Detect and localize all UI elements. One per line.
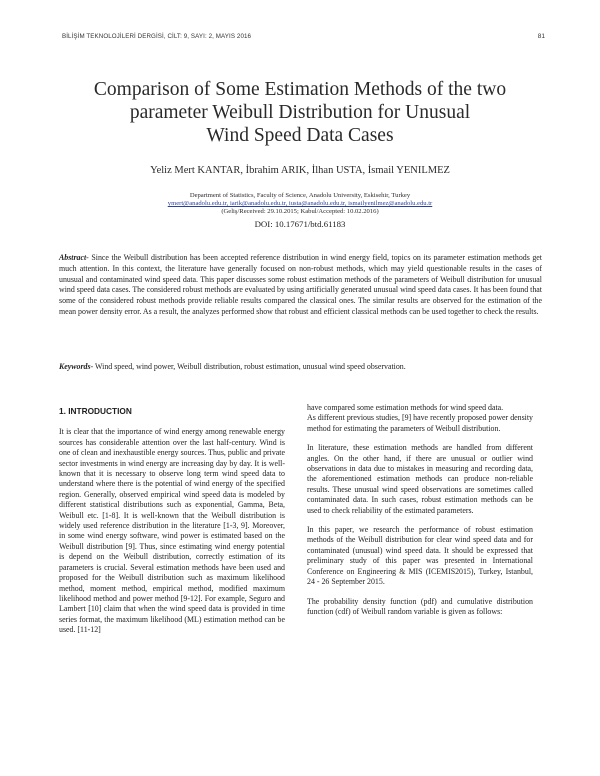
abstract-text: Since the Weibull distribution has been accepted reference distribution in wind energy field, topics on its parameter estimation methods get much attention. In this context, the literature have generally focused on non-robust methods, which may yield questionable results in the cases of unusual and contaminated wind speed data. This paper discusses some robust estimation methods of the parameters of Weibull distribution for unusual wind speed data cases. The considered robust methods are evaluated by using artificially generated unusual wind speed data cases. It has been found that some of the considered robust methods provide reliable results compared the classical ones. The similar results are observed for the estimation of the mean power density error. As a result, the analyzes performed show that robust and efficient classical methods can be used together to check the results.: [59, 253, 542, 316]
right-column: [307, 403, 533, 626]
intro-paragraph-4: In literature, these estimation methods are handled from different angles. On the other hand, if there are unusual or outlier wind observations in data due to mistakes in measuring and recording data, the aforementioned estimation methods can produce non-reliable results. These unusual wind speed observations are sometimes called contaminated data. In such cases, robust estimation methods can be used to check reliability of the estimated parameters.: [307, 443, 533, 515]
keywords-label: Keywords-: [59, 362, 94, 371]
intro-paragraph-3: As different previous studies, [9] have recently proposed power density method for estimating the parameters of Weibull distribution.: [307, 413, 533, 433]
keywords-text: Wind speed, wind power, Weibull distribution, robust estimation, unusual wind speed observation.: [93, 362, 406, 371]
title-line-1: Comparison of Some Estimation Methods of the two: [93, 79, 507, 100]
department-line: Department of Statistics, Faculty of Science, Anadolu University, Eskisehir, Turkey: [189, 192, 411, 199]
section-heading-introduction: 1. INTRODUCTION: [59, 406, 132, 416]
author-list: Yeliz Mert KANTAR, İbrahim ARIK, İlhan USTA, İsmail YENILMEZ: [150, 165, 450, 176]
abstract-label: Abstract-: [59, 253, 89, 262]
left-column: [59, 403, 285, 636]
page-number: 81: [537, 33, 545, 40]
keywords: [59, 362, 542, 373]
intro-paragraph-1: It is clear that the importance of wind energy among renewable energy sources has considerable attention over the last half-century. Wind is one of clean and inexhaustible energy sources. Thus, public and private sector investments in wind energy are increasing day by day. It is well-known that it is necessary to observe long term wind speed data to understand where there is the potential of wind energy of the specified region. Generally, observed empirical wind speed data is modeled by different statistical distributions such as exponential, Gamma, Beta, Weibull etc. [1-8]. It is well-known that the Weibull distribution is widely used reference distribution in the literature [1-3, 9]. Moreover, in some wind energy software, wind power is estimated based on the Weibull distribution [9]. Thus, since estimating wind energy potential is depend on the Weibull distribution, correctly estimation of its parameters is crucial. Several estimation methods have been used and proposed for the Weibull distribution such as maximum likelihood method, moment method, empirical method, modified maximum likelihood method and power method [9-12]. For example, Seguro and Lambert [10] claim that when the wind speed data is provided in time series format, the maximum likelihood (ML) estimation method can be used. [11-12]: [59, 427, 285, 635]
intro-paragraph-5: In this paper, we research the performance of robust estimation methods of the Weibull distribution for clear wind speed data and for contaminated (unusual) wind speed data. It should be expressed that preliminary study of this paper was presented in International Conference on Engineering & MIS (ICEMIS2015), Turkey, Istanbul, 24 - 26 September 2015.: [307, 525, 533, 587]
title-line-2: parameter Weibull Distribution for Unusual: [129, 102, 471, 123]
email-links[interactable]: ymert@anadolu.edu.tr, iarik@anadolu.edu.tr, iusta@anadolu.edu.tr, ismailyenilmez@anadolu.edu.tr: [167, 200, 433, 208]
intro-paragraph-6: The probability density function (pdf) and cumulative distribution function (cdf) of Weibull random variable is given as follows:: [307, 596, 533, 616]
received-accepted-dates: (Geliş/Received: 29.10.2015; Kabul/Accepted: 10.02.2016): [221, 208, 379, 216]
doi-line: DOI: 10.17671/btd.61183: [254, 219, 346, 229]
title-line-3: Wind Speed Data Cases: [206, 125, 394, 146]
affiliation-block: [60, 192, 540, 217]
intro-paragraph-2: have compared some estimation methods for wind speed data.: [307, 403, 504, 412]
running-header: BİLİŞİM TEKNOLOJİLERİ DERGİSİ, CİLT: 9, SAYI: 2, MAYIS 2016: [62, 33, 252, 40]
paper-title: [60, 78, 540, 147]
abstract: [59, 253, 542, 318]
